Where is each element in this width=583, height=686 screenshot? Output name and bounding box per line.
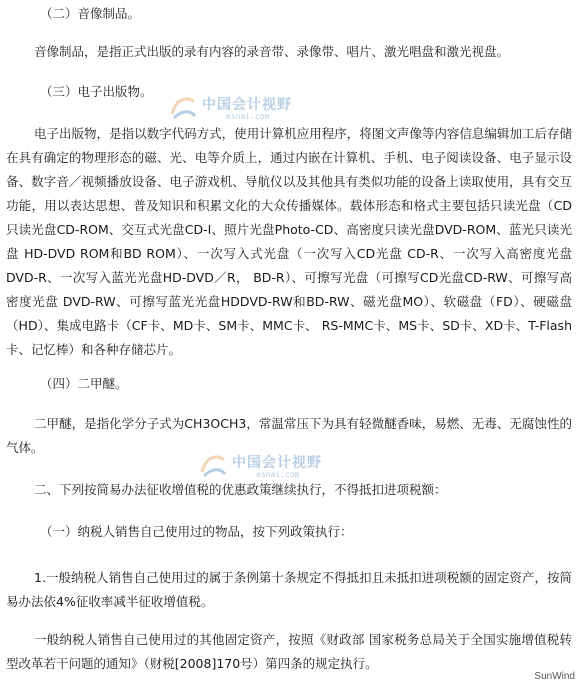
heading-audio-video: （二）音像制品。 <box>40 6 141 21</box>
heading-section-two-item-one: （一）纳税人销售自己使用过的物品，按下列政策执行： <box>40 524 353 539</box>
heading-electronic-publication: （三）电子出版物。 <box>40 84 153 99</box>
paragraph-dimethyl-ether: 二甲醚，是指化学分子式为CH3OCH3，常温常压下为具有轻微醚香味，易燃、无毒、无腐蚀性的气体。 <box>6 416 572 455</box>
paragraph-other-assets: 一般纳税人销售自己使用过的其他固定资产，按照《财政部 国家税务总局关于全国实施增值税转型改革若干问题的通知》（财税[2008]170号）第四条的规定执行。 <box>6 632 572 671</box>
watermark-text: 中国会计视野 <box>232 455 322 471</box>
watermark-url: esnai.com <box>256 470 300 479</box>
watermark-text: 中国会计视野 <box>202 97 292 113</box>
paragraph-rule-one: 1.一般纳税人销售自己使用过的属于条例第十条规定不得抵扣且未抵扣进项税额的固定资产，按简易办法依4%征收率减半征收增值税。 <box>6 570 572 609</box>
watermark-url: esnai.com <box>226 112 270 121</box>
paragraph-audio-video: 音像制品，是指正式出版的录有内容的录音带、录像带、唱片、激光唱盘和激光视盘。 <box>34 44 510 59</box>
paragraph-electronic-publication: 电子出版物，是指以数字代码方式，使用计算机应用程序，将图文声像等内容信息编辑加工后存储在具有确定的物理形态的磁、光、电等介质上，通过内嵌在计算机、手机、电子阅读设备、电子显示设备、数字音／视频播放设备、电子游戏机、导航仪以及其他具有类似功能的设备上读取使用，具有交互功能，用以表达思想、普及知识和积累文化的大众传播媒体。载体形态和格式主要包括只读光盘（CD只读光盘CD-ROM、交互式光盘CD-I、照片光盘Photo-CD、高密度只读光盘DVD-ROM、蓝光只读光盘 HD-DVD ROM和BD ROM）、一次写入式光盘（一次写入CD光盘 CD-R、一次写入高密度光盘DVD-R、一次写入蓝光光盘HD-DVD／R， BD-R）、可擦写光盘（可擦写CD光盘CD-RW、可擦写高密度光盘 DVD-RW、可擦写蓝光光盘HDDVD-RW和BD-RW、磁光盘MO）、软磁盘（FD）、硬磁盘（HD）、集成电路卡（CF卡、MD卡、SM卡、MMC卡、 RS-MMC卡、MS卡、SD卡、XD卡、T-Flash卡、记忆棒）和各种存储芯片。 <box>6 126 572 357</box>
heading-dimethyl-ether: （四）二甲醚。 <box>40 376 128 391</box>
heading-section-two: 二、下列按简易办法征收增值税的优惠政策继续执行，不得抵扣进项税额： <box>34 482 447 497</box>
corner-signature: SunWind <box>534 671 575 682</box>
